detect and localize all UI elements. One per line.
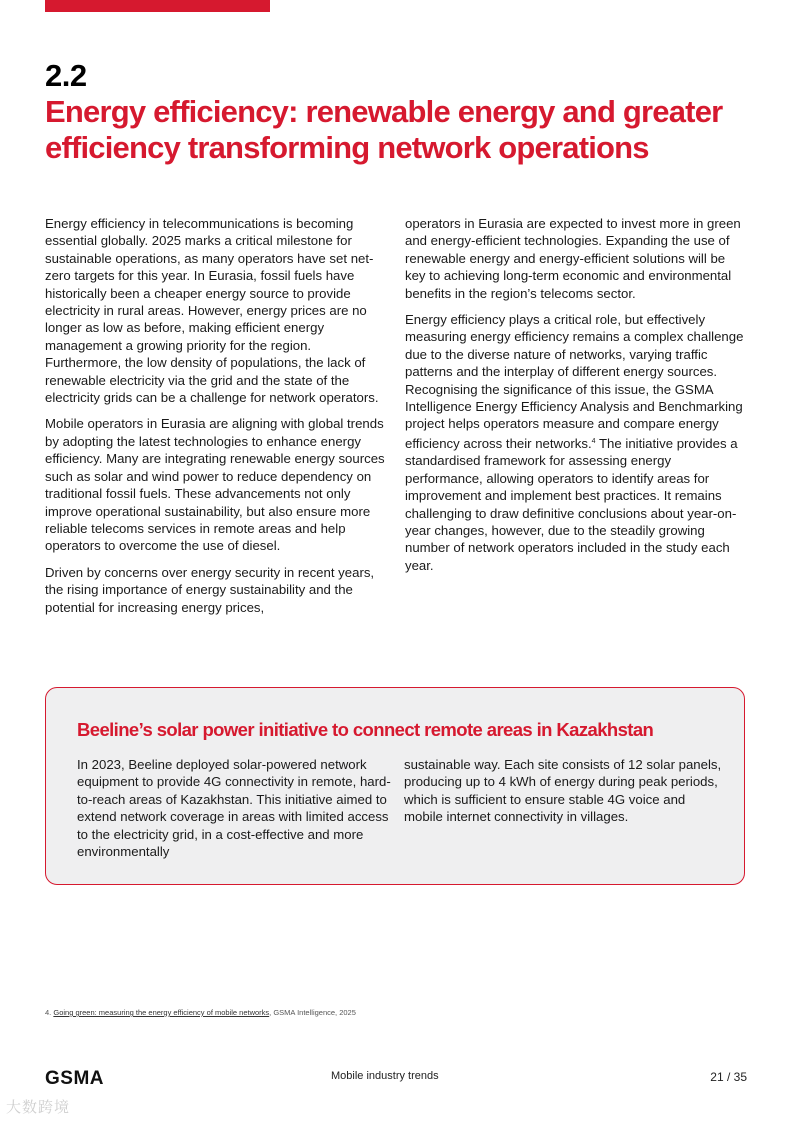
callout-text-left: In 2023, Beeline deployed solar-powered network equipment to provide 4G connectivity in remote, hard-to-reach areas of Kazakhstan. This initiative aimed to extend network coverage in areas with limited access to the electricity grid, in a cost-effective and more environmentally: [77, 757, 391, 860]
paragraph: Driven by concerns over energy security in recent years, the rising importance of energy sustainability and the potential for increasing energy prices,: [45, 564, 375, 615]
paragraph-text: The initiative provides a standardised framework for assessing energy performance, allowing operators to identify areas for improvement and implement best practices. It remains challenging to draw definitive conclusions about year-on-year changes, however, due to the steadily growing number of network operators included in the study each year.: [405, 435, 738, 573]
footnote: [45, 1008, 356, 1017]
paragraph: operators in Eurasia are expected to invest more in green and energy-efficient technologies. Expanding the use of renewable energy and energy-efficient solutions will be key to achieving long-term economic and environmental benefits in the region’s telecoms sector.: [405, 216, 741, 301]
callout-text-right: sustainable way. Each site consists of 12 solar panels, producing up to 4 kWh of energy during peak periods, which is sufficient to ensure stable 4G voice and mobile internet connectivity in villages.: [404, 757, 722, 825]
watermark: 大数跨境: [6, 1099, 71, 1116]
footnote-link[interactable]: Going green: measuring the energy efficiency of mobile networks: [53, 1008, 270, 1017]
document-title: Mobile industry trends: [331, 1070, 439, 1082]
page-number: 21 / 35: [710, 1070, 747, 1084]
footnote-number: 4.: [45, 1008, 52, 1017]
footnote-reference[interactable]: 4: [591, 437, 596, 445]
accent-bar: [45, 0, 270, 12]
body-column-right: [405, 215, 745, 583]
paragraph: [405, 311, 745, 574]
section-number: 2.2: [45, 58, 87, 93]
paragraph-text: Energy efficiency plays a critical role, but effectively measuring energy efficiency remains a complex challenge due to the diverse nature of networks, varying traffic patterns and the interplay of different energy sources. Recognising the significance of this issue, the GSMA Intelligence Energy Efficiency Analysis and Benchmarking project helps operators measure and compare energy efficiency across their networks.: [405, 312, 744, 451]
paragraph: Energy efficiency in telecommunications is becoming essential globally. 2025 marks a critical milestone for sustainable operations, as many operators have set net-zero targets for this year. In Eurasia, fossil fuels have historically been a cheaper energy source to provide electricity in rural areas. However, energy prices are no longer as low as before, making efficient energy management a growing priority for the region. Furthermore, the low density of populations, the lack of renewable electricity via the grid and the state of the electricity grids can be a challenge for network operators.: [45, 216, 379, 406]
footnote-source: , GSMA Intelligence, 2025: [269, 1008, 356, 1017]
case-study-callout: [45, 687, 745, 885]
body-column-left: [45, 215, 385, 625]
paragraph: Mobile operators in Eurasia are aligning with global trends by adopting the latest technologies to enhance energy efficiency. Many are integrating renewable energy sources such as solar and wind power to reduce dependency on traditional fossil fuels. These advancements not only improve operational sustainability, but also ensure more reliable telecoms services in remote areas and help operators to overcome the use of diesel.: [45, 416, 385, 554]
gsma-logo: GSMA: [45, 1068, 104, 1089]
section-title: Energy efficiency: renewable energy and greater efficiency transforming network operations: [45, 94, 723, 165]
callout-title: Beeline’s solar power initiative to connect remote areas in Kazakhstan: [77, 719, 654, 740]
